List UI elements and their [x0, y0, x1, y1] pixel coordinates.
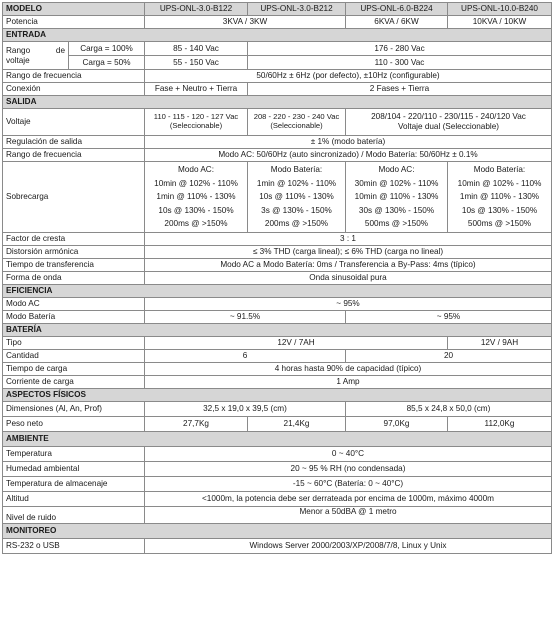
row-label: Humedad ambiental: [3, 462, 145, 477]
row-label: Peso neto: [3, 417, 145, 432]
row-label: Rango de frecuencia: [3, 70, 145, 83]
row-label: Tiempo de carga: [3, 363, 145, 376]
cell-value: Windows Server 2000/2003/XP/2008/7/8, Linux y Unix: [145, 539, 552, 554]
section-header: [3, 432, 552, 447]
table-row: [3, 272, 552, 285]
cell-value: 97,0Kg: [346, 417, 448, 432]
row-label: Factor de cresta: [3, 233, 145, 246]
value-line: (Seleccionable): [270, 121, 323, 130]
cell-value: ~ 95%: [346, 311, 552, 324]
table-row: [3, 16, 552, 29]
cell-value: 32,5 x 19,0 x 39,5 (cm): [145, 402, 346, 417]
value-line: 10min @ 102% - 110%: [154, 178, 238, 188]
row-label: Regulación de salida: [3, 136, 145, 149]
table-row: [3, 539, 552, 554]
cell-value: 176 - 280 Vac: [248, 42, 552, 56]
cell-value: <1000m, la potencia debe ser derrateada por encima de 1000m, máximo 4000m: [145, 492, 552, 507]
cell-value: ≤ 3% THD (carga lineal); ≤ 6% THD (carga no lineal): [145, 246, 552, 259]
value-line: 10s @ 130% - 150%: [158, 205, 234, 215]
row-label: Corriente de carga: [3, 376, 145, 389]
row-label: Potencia: [3, 16, 145, 29]
cell-value: Modo AC a Modo Batería: 0ms / Transferencia a By-Pass: 4ms (típico): [145, 259, 552, 272]
cell-value: 6: [145, 350, 346, 363]
value-line: 1min @ 102% - 110%: [256, 178, 337, 188]
cell-value: [346, 109, 552, 136]
cell-value: -15 ~ 60°C (Batería: 0 ~ 40°C): [145, 477, 552, 492]
overload-cell: [448, 162, 552, 233]
cell-value: 21,4Kg: [248, 417, 346, 432]
cell-value: Menor a 50dBA @ 1 metro: [145, 507, 552, 524]
cell-value: 2 Fases + Tierra: [248, 83, 552, 96]
value-line: 110 - 115 - 120 - 127 Vac: [153, 112, 239, 122]
value-line: 200ms @ >150%: [164, 219, 228, 229]
value-line: Voltaje dual (Seleccionable): [397, 122, 500, 131]
table-row: [3, 507, 552, 524]
cell-value: 4 horas hasta 90% de capacidad (típico): [145, 363, 552, 376]
table-row: [3, 56, 552, 70]
section-header: [3, 285, 552, 298]
value-line: 500ms @ >150%: [364, 219, 429, 229]
model-name: UPS-ONL-6.0-B224: [346, 3, 448, 16]
row-label: Tipo: [3, 337, 145, 350]
value-line: Modo Batería:: [473, 165, 526, 175]
cell-value: 50/60Hz ± 6Hz (por defecto), ±10Hz (configurable): [145, 70, 552, 83]
value-line: 208 - 220 - 230 - 240 Vac: [253, 112, 340, 122]
model-name: UPS-ONL-3.0-B212: [248, 3, 346, 16]
value-line: 10s @ 110% - 130%: [259, 192, 334, 202]
cell-value: 20 ~ 95 % RH (no condensada): [145, 462, 552, 477]
row-label: Forma de onda: [3, 272, 145, 285]
value-line: 10min @ 110% - 130%: [354, 192, 439, 202]
section-title: EFICIENCIA: [3, 285, 552, 298]
value-line: 30min @ 102% - 110%: [354, 178, 439, 188]
table-row: [3, 233, 552, 246]
row-label: Nivel de ruido: [3, 507, 145, 524]
section-header: [3, 389, 552, 402]
table-row: [3, 109, 552, 136]
section-header: [3, 524, 552, 539]
row-label: Altitud: [3, 492, 145, 507]
cell-value: Fase + Neutro + Tierra: [145, 83, 248, 96]
value-line: 10min @ 102% - 110%: [457, 178, 542, 188]
cell-value: 0 ~ 40°C: [145, 447, 552, 462]
value-line: Modo Batería:: [270, 165, 323, 175]
table-row: [3, 70, 552, 83]
cell-value: ~ 95%: [145, 298, 552, 311]
cell-value: 3KVA / 3KW: [145, 16, 346, 29]
section-title: BATERÍA: [3, 324, 552, 337]
cell-value: 85,5 x 24,8 x 50,0 (cm): [346, 402, 552, 417]
table-row: [3, 477, 552, 492]
table-row: [3, 417, 552, 432]
table-row: [3, 462, 552, 477]
model-label: MODELO: [3, 3, 145, 16]
table-row: [3, 492, 552, 507]
table-row: [3, 246, 552, 259]
cell-value: 112,0Kg: [448, 417, 552, 432]
section-header: [3, 29, 552, 42]
row-label: Modo Batería: [3, 311, 145, 324]
row-label: [3, 42, 69, 70]
table-row: [3, 402, 552, 417]
cell-value: 6KVA / 6KW: [346, 16, 448, 29]
table-row: [3, 149, 552, 162]
row-label: Rango de frecuencia: [3, 149, 145, 162]
cell-value: 27,7Kg: [145, 417, 248, 432]
value-line: 10s @ 130% - 150%: [461, 205, 538, 215]
value-line: Modo AC:: [378, 165, 415, 175]
table-row: [3, 136, 552, 149]
value-line: 30s @ 130% - 150%: [358, 205, 435, 215]
row-label: Dimensiones (Al, An, Prof): [3, 402, 145, 417]
cell-value: [248, 109, 346, 136]
value-line: 500ms @ >150%: [467, 219, 532, 229]
overload-cell: [145, 162, 248, 233]
row-label-part: Rango: [6, 45, 31, 55]
cell-value: 3 : 1: [145, 233, 552, 246]
row-label: Temperatura de almacenaje: [3, 477, 145, 492]
cell-value: Onda sinusoidal pura: [145, 272, 552, 285]
cell-value: ~ 91.5%: [145, 311, 346, 324]
table-row: [3, 298, 552, 311]
value-line: (Seleccionable): [169, 121, 223, 130]
table-row: [3, 259, 552, 272]
row-label-part: de: [55, 45, 65, 55]
table-row: [3, 83, 552, 96]
spec-table: [2, 2, 552, 554]
overload-cell: [248, 162, 346, 233]
sub-label: Carga = 100%: [69, 42, 145, 56]
row-label: Voltaje: [3, 109, 145, 136]
value-line: Modo AC:: [178, 165, 214, 175]
cell-value: [145, 109, 248, 136]
section-title: SALIDA: [3, 96, 552, 109]
model-name: UPS-ONL-3.0-B122: [145, 3, 248, 16]
overload-cell: [346, 162, 448, 233]
value-line: 1min @ 110% - 130%: [156, 192, 236, 202]
table-row: [3, 363, 552, 376]
table-row: [3, 350, 552, 363]
value-line: 3s @ 130% - 150%: [261, 205, 332, 215]
cell-value: 110 - 300 Vac: [248, 56, 552, 70]
row-label: Distorsión armónica: [3, 246, 145, 259]
table-row: [3, 42, 552, 56]
cell-value: 12V / 9AH: [448, 337, 552, 350]
cell-value: 55 - 150 Vac: [145, 56, 248, 70]
model-name: UPS-ONL-10.0-B240: [448, 3, 552, 16]
section-title: MONITOREO: [3, 524, 552, 539]
row-label: Cantidad: [3, 350, 145, 363]
table-row: [3, 311, 552, 324]
section-header: [3, 96, 552, 109]
table-row: [3, 447, 552, 462]
table-row: [3, 376, 552, 389]
row-label: Tiempo de transferencia: [3, 259, 145, 272]
section-title: ASPECTOS FÍSICOS: [3, 389, 552, 402]
value-line: 1min @ 110% - 130%: [459, 192, 540, 202]
sub-label: Carga = 50%: [69, 56, 145, 70]
section-header: [3, 324, 552, 337]
cell-value: 12V / 7AH: [145, 337, 448, 350]
row-label: Conexión: [3, 83, 145, 96]
value-line: 200ms @ >150%: [264, 219, 329, 229]
row-label: Modo AC: [3, 298, 145, 311]
cell-value: Modo AC: 50/60Hz (auto sincronizado) / Modo Batería: 50/60Hz ± 0.1%: [145, 149, 552, 162]
row-label: Temperatura: [3, 447, 145, 462]
table-row: [3, 162, 552, 233]
header-row: [3, 3, 552, 16]
value-line: 208/104 - 220/110 - 230/115 - 240/120 Vac: [371, 112, 526, 122]
cell-value: 1 Amp: [145, 376, 552, 389]
cell-value: 10KVA / 10KW: [448, 16, 552, 29]
cell-value: ± 1% (modo batería): [145, 136, 552, 149]
cell-value: 20: [346, 350, 552, 363]
row-label: RS-232 o USB: [3, 539, 145, 554]
table-row: [3, 337, 552, 350]
section-title: AMBIENTE: [3, 432, 552, 447]
cell-value: 85 - 140 Vac: [145, 42, 248, 56]
row-label-part: voltaje: [6, 55, 30, 65]
row-label: Sobrecarga: [3, 162, 145, 233]
section-title: ENTRADA: [3, 29, 552, 42]
